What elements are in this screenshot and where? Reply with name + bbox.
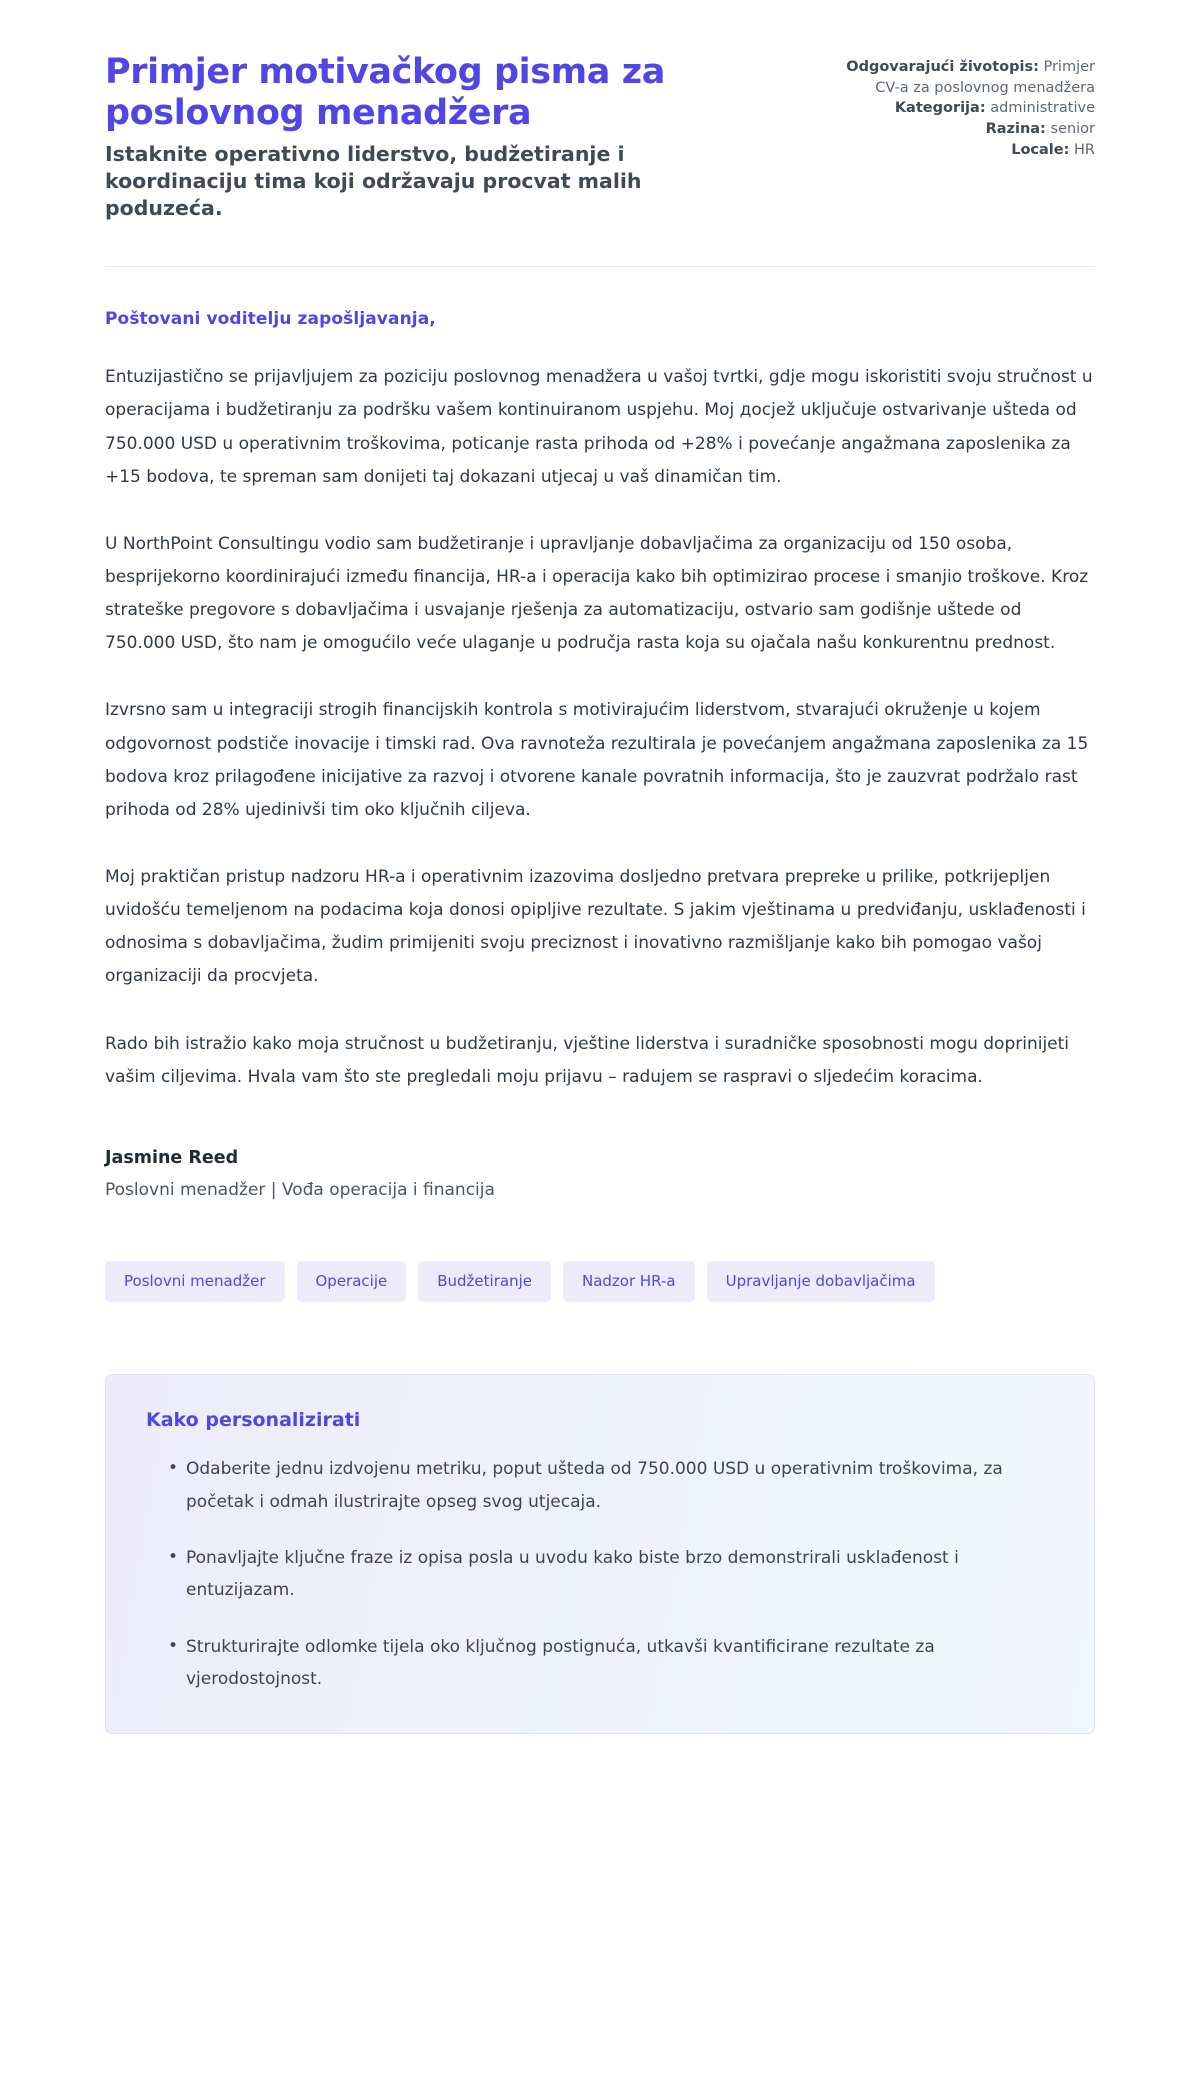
metadata-category-label: Kategorija: (894, 100, 986, 117)
metadata-matching-resume-label: Odgovarajući životopis: (846, 59, 1039, 75)
metadata-level-label: Razina: (985, 121, 1046, 138)
callout-list (146, 1453, 1054, 1695)
header-text-block (105, 52, 765, 222)
tag-item[interactable]: Nadzor HR-a (563, 1261, 695, 1302)
document-metadata (845, 52, 1095, 161)
page-title: Primjer motivačkog pisma za poslovnog menadžera (105, 52, 665, 134)
metadata-level-value: senior (1050, 121, 1095, 138)
letter-paragraph: Entuzijastično se prijavljujem za poziciju poslovnog menadžera u vašoj tvrtki, gdje mogu iskoristiti svoju stručnost u operacijama i budžetiranju za podršku vašem kontinuiranom uspjehu. Moj досjеž uključuje ostvarivanje ušteda od 750.000 USD u operativnim troškovima, poticanje rasta prihoda od +28% i povećanje angažmana zaposlenika za +15 bodova, te spreman sam donijeti taj dokazani utjecaj u vaš dinamičan tim. (105, 367, 1093, 487)
tag-item[interactable]: Operacije (297, 1261, 407, 1302)
letter-paragraph: Rado bih istražio kako moja stručnost u budžetiranju, vještine liderstva i suradničke sposobnosti mogu doprinijeti vašim ciljevima. Hvala vam što ste pregledali moju prijavu – radujem se raspravi o sljedećim koracima. (105, 1033, 1070, 1087)
letter-paragraph: Moj praktičan pristup nadzoru HR-a i operativnim izazovima dosljedno pretvara prepreke u prilike, potkrijepljen uvidošću temeljenom na podacima koja donosi opipljive rezultate. S jakim vještinama u predviđanju, usklađenosti i odnosima s dobavljačima, žudim primijeniti svoju preciznost i inovativno razmišljanje kako bih pomogao vašoj organizaciji da procvjeta. (105, 867, 1086, 987)
callout-title: Kako personalizirati (146, 1409, 361, 1432)
page-subtitle: Istaknite operativno liderstvo, budžetiranje i koordinaciju tima koji održavaju procvat malih poduzeća. (105, 141, 642, 221)
callout-list-item: • Strukturirajte odlomke tijela oko ključnog postignuća, utkavši kvantificirane rezultate za vjerodostojnost. (168, 1631, 1054, 1696)
letter-paragraphs (105, 361, 1095, 1094)
metadata-locale (845, 140, 1095, 161)
letter-paragraph: Izvrsno sam u integraciji strogih financijskih kontrola s motivirajućim liderstvom, stvarajući okruženje u kojem odgovornost podstiče inovacije i timski rad. Ova ravnoteža rezultirala je povećanjem angažmana zaposlenika za 15 bodova kroz prilagođene inicijative za razvoj i otvorene kanale povratnih informacija, što je zauzvrat podržalo rast prihoda od 28% ujedinivši tim oko ključnih ciljeva. (105, 700, 1089, 820)
metadata-level (845, 119, 1095, 140)
cover-letter-body (105, 267, 1095, 1203)
metadata-locale-value: HR (1074, 141, 1095, 158)
tag-item[interactable]: Budžetiranje (418, 1261, 551, 1302)
signature-role: Poslovni menadžer | Vođa operacija i financija (105, 1179, 495, 1200)
metadata-matching-resume-value: Primjer CV-a za poslovnog menadžera (875, 59, 1095, 96)
tag-item[interactable]: Poslovni menadžer (105, 1261, 285, 1302)
metadata-category (845, 98, 1095, 119)
document-header (105, 52, 1095, 222)
metadata-locale-label: Locale: (1011, 141, 1070, 158)
letter-salutation: Poštovani voditelju zapošljavanja, (105, 309, 436, 330)
metadata-category-value: administrative (990, 100, 1095, 117)
tag-list (105, 1261, 1095, 1302)
letter-paragraph: U NorthPoint Consultingu vodio sam budžetiranje i upravljanje dobavljačima za organizaciju od 150 osoba, besprijekorno koordinirajući između financija, HR-a i operacija kako bih optimizirao procese i smanjio troškove. Kroz strateške pregovore s dobavljačima i usvajanje rješenja za automatizaciju, ostvario sam godišnje uštede od 750.000 USD, što nam je omogućilo veće ulaganje u područja rasta koja su ojačala našu konkurentnu prednost. (105, 533, 1089, 654)
letter-signature (105, 1148, 1095, 1204)
metadata-matching-resume (845, 57, 1095, 98)
callout-list-item: • Odaberite jednu izdvojenu metriku, poput ušteda od 750.000 USD u operativnim troškovima, za početak i odmah ilustrirajte opseg svog utjecaja. (168, 1453, 1054, 1518)
how-to-personalize-callout (105, 1374, 1095, 1734)
callout-list-item: • Ponavljajte ključne fraze iz opisa posla u uvodu kako biste brzo demonstrirali usklađenost i entuzijazam. (168, 1542, 1054, 1607)
tag-item[interactable]: Upravljanje dobavljačima (707, 1261, 935, 1302)
signature-name: Jasmine Reed (105, 1147, 239, 1168)
